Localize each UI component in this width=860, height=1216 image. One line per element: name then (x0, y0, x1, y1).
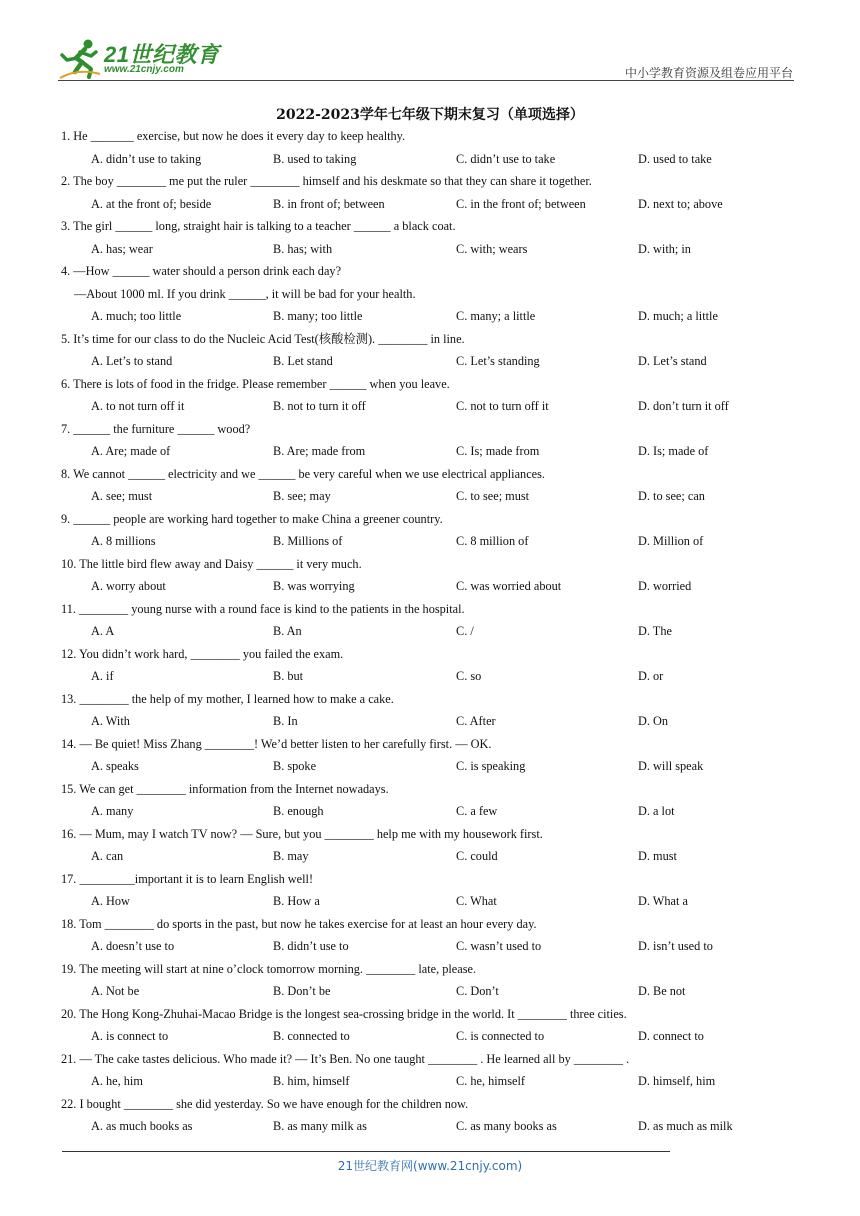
question-item (0, 125, 860, 170)
question-stem-line2: —About 1000 ml. If you drink ______, it will be bad for your health. (74, 286, 416, 301)
question-stem: 18. Tom ________ do sports in the past, but now he takes exercise for at least an hour every day. (61, 916, 537, 931)
question-stem: 20. The Hong Kong-Zhuhai-Macao Bridge is the longest sea-crossing bridge in the world. It ________ three cities. (61, 1006, 627, 1021)
answer-option[interactable]: D. to see; can (638, 489, 705, 503)
option-row (0, 665, 860, 688)
answer-option[interactable]: A. A (91, 624, 115, 638)
option-row (0, 1070, 860, 1093)
option-row (0, 890, 860, 913)
question-item (0, 463, 860, 508)
logo-text: 21世纪教育 (104, 42, 220, 67)
question-item (0, 328, 860, 373)
question-item (0, 553, 860, 598)
question-stem: 16. — Mum, may I watch TV now? — Sure, but you ________ help me with my housework first. (61, 826, 543, 841)
option-row (0, 755, 860, 778)
question-stem: 12. You didn’t work hard, ________ you failed the exam. (61, 646, 344, 661)
option-row (0, 620, 860, 643)
option-row (0, 845, 860, 868)
question-stem: 19. The meeting will start at nine o’clock tomorrow morning. ________ late, please. (61, 961, 477, 976)
answer-option[interactable]: B. him, himself (273, 1074, 350, 1088)
answer-option[interactable]: A. doesn’t use to (91, 939, 175, 953)
answer-option[interactable]: D. himself, him (638, 1074, 716, 1088)
answer-option[interactable]: C. so (456, 669, 482, 683)
question-stem: 11. ________ young nurse with a round face is kind to the patients in the hospital. (61, 601, 465, 616)
answer-option[interactable]: A. if (91, 669, 114, 683)
answer-option[interactable]: C. a few (456, 804, 498, 818)
answer-option[interactable]: A. can (91, 849, 124, 863)
answer-option[interactable]: D. What a (638, 894, 688, 908)
answer-option[interactable]: D. as much as milk (638, 1119, 733, 1133)
question-stem: 15. We can get ________ information from the Internet nowadays. (61, 781, 389, 796)
runner-icon (58, 38, 102, 80)
answer-option[interactable]: C. Let’s standing (456, 354, 540, 368)
question-stem: 8. We cannot ______ electricity and we ______ be very careful when we use electrical appliances. (61, 466, 545, 481)
answer-option[interactable]: B. didn’t use to (273, 939, 349, 953)
page-header (0, 0, 860, 90)
option-row (0, 530, 860, 553)
answer-option[interactable]: B. enough (273, 804, 324, 818)
answer-option[interactable]: A. didn’t use to taking (91, 151, 202, 166)
question-item (0, 868, 860, 913)
answer-option[interactable]: D. much; a little (638, 309, 718, 323)
option-row (0, 980, 860, 1003)
answer-option[interactable]: C. he, himself (456, 1074, 525, 1088)
answer-option[interactable]: A. How (91, 894, 130, 908)
question-stem: 14. — Be quiet! Miss Zhang ________! We’d better listen to her carefully first. — OK. (61, 736, 492, 751)
answer-option[interactable]: C. wasn’t used to (456, 939, 542, 953)
answer-option[interactable]: D. Let’s stand (638, 354, 707, 368)
answer-option[interactable]: B. but (273, 669, 304, 683)
answer-option[interactable]: B. In (273, 714, 298, 728)
question-stem: 2. The boy ________ me put the ruler ________ himself and his deskmate so that they can share it together. (61, 174, 592, 188)
answer-option[interactable]: C. with; wears (456, 241, 528, 256)
question-stem: 5. It’s time for our class to do the Nucleic Acid Test(核酸检测). ________ in line. (61, 331, 465, 346)
answer-option[interactable]: D. isn’t used to (638, 939, 713, 953)
answer-option[interactable]: B. has; with (273, 241, 333, 256)
page-title: 2022-2023学年七年级下期末复习（单项选择） (276, 107, 584, 123)
answer-option[interactable]: B. spoke (273, 759, 317, 773)
answer-option[interactable]: B. Don’t be (273, 984, 331, 998)
answer-option[interactable]: B. Are; made from (273, 444, 366, 458)
answer-option[interactable]: A. With (91, 714, 130, 728)
answer-option[interactable]: C. What (456, 894, 497, 908)
answer-option[interactable]: C. / (456, 624, 474, 638)
answer-option[interactable]: D. next to; above (638, 196, 723, 211)
answer-option[interactable]: C. didn’t use to take (456, 151, 556, 166)
answer-option[interactable]: A. many (91, 804, 134, 818)
answer-option[interactable]: B. was worrying (273, 579, 355, 593)
answer-option[interactable]: B. in front of; between (273, 196, 385, 211)
answer-option[interactable]: A. is connect to (91, 1029, 169, 1043)
answer-option[interactable]: B. connected to (273, 1029, 350, 1043)
answer-option[interactable]: A. see; must (91, 489, 153, 503)
question-list (0, 125, 860, 1138)
answer-option[interactable]: B. How a (273, 894, 320, 908)
answer-option[interactable]: A. speaks (91, 759, 139, 773)
answer-option[interactable]: C. could (456, 849, 498, 863)
answer-option[interactable]: C. not to turn off it (456, 399, 549, 413)
question-stem: 10. The little bird flew away and Daisy ______ it very much. (61, 556, 362, 571)
answer-option[interactable]: B. many; too little (273, 309, 363, 323)
answer-option[interactable]: B. may (273, 849, 309, 863)
answer-option[interactable]: A. he, him (91, 1074, 143, 1088)
answer-option[interactable]: A. much; too little (91, 309, 182, 323)
answer-option[interactable]: D. connect to (638, 1029, 704, 1043)
answer-option[interactable]: A. has; wear (91, 241, 153, 256)
question-item (0, 508, 860, 553)
question-stem: 13. ________ the help of my mother, I learned how to make a cake. (61, 691, 394, 706)
question-stem: 7. ______ the furniture ______ wood? (61, 421, 251, 436)
answer-option[interactable]: C. After (456, 714, 496, 728)
option-row (0, 710, 860, 733)
option-row (0, 800, 860, 823)
answer-option[interactable]: D. a lot (638, 804, 675, 818)
answer-option[interactable]: D. Be not (638, 984, 686, 998)
answer-option[interactable]: D. will speak (638, 759, 704, 773)
question-item (0, 598, 860, 643)
option-row (0, 1025, 860, 1048)
answer-option[interactable]: A. worry about (91, 579, 166, 593)
option-row (0, 440, 860, 463)
answer-option[interactable]: A. to not turn off it (91, 399, 185, 413)
question-stem: 1. He _______ exercise, but now he does it every day to keep healthy. (61, 129, 406, 143)
answer-option[interactable]: B. Let stand (273, 354, 333, 368)
answer-option[interactable]: C. 8 million of (456, 534, 529, 548)
header-divider (58, 80, 794, 81)
answer-option[interactable]: A. as much books as (91, 1119, 193, 1133)
answer-option[interactable]: C. Don’t (456, 984, 499, 998)
answer-option[interactable]: C. Is; made from (456, 444, 540, 458)
answer-option[interactable]: B. used to taking (273, 151, 357, 166)
question-item (0, 958, 860, 1003)
question-item (0, 733, 860, 778)
question-stem: 22. I bought ________ she did yesterday. So we have enough for the children now. (61, 1096, 469, 1111)
option-row (0, 395, 860, 418)
answer-option[interactable]: B. as many milk as (273, 1119, 367, 1133)
option-row (0, 485, 860, 508)
answer-option[interactable]: C. to see; must (456, 489, 530, 503)
answer-option[interactable]: C. was worried about (456, 579, 562, 593)
question-item (0, 1003, 860, 1048)
answer-option[interactable]: C. many; a little (456, 309, 536, 323)
answer-option[interactable]: D. used to take (638, 151, 712, 166)
footer-link[interactable]: 21世纪教育网(www.21cnjy.com) (337, 1159, 523, 1173)
question-item (0, 1093, 860, 1138)
question-item (0, 688, 860, 733)
answer-option[interactable]: B. Millions of (273, 534, 343, 548)
option-row (0, 238, 860, 261)
question-stem: 4. —How ______ water should a person drink each day? (61, 264, 342, 278)
site-logo[interactable] (58, 38, 228, 82)
question-item (0, 170, 860, 215)
question-item (0, 1048, 860, 1093)
answer-option[interactable]: D. must (638, 849, 677, 863)
question-stem: 6. There is lots of food in the fridge. Please remember ______ when you leave. (61, 376, 450, 391)
answer-option[interactable]: D. Is; made of (638, 444, 709, 458)
option-row (0, 575, 860, 598)
answer-option[interactable]: C. is speaking (456, 759, 526, 773)
question-stem: 9. ______ people are working hard together to make China a greener country. (61, 511, 443, 526)
question-stem: 17. _________important it is to learn English well! (61, 871, 314, 886)
answer-option[interactable]: D. On (638, 714, 669, 728)
answer-option[interactable]: D. The (638, 624, 672, 638)
option-row (0, 1115, 860, 1138)
answer-option[interactable]: A. Let’s to stand (91, 354, 173, 368)
answer-option[interactable]: D. don’t turn it off (638, 399, 729, 413)
answer-option[interactable]: D. or (638, 669, 664, 683)
answer-option[interactable]: A. Are; made of (91, 444, 171, 458)
option-row (0, 305, 860, 328)
answer-option[interactable]: B. not to turn it off (273, 399, 366, 413)
logo-url[interactable]: www.21cnjy.com (104, 64, 184, 75)
answer-option[interactable]: C. is connected to (456, 1029, 545, 1043)
answer-option[interactable]: D. with; in (638, 241, 691, 256)
question-item (0, 643, 860, 688)
answer-option[interactable]: C. as many books as (456, 1119, 557, 1133)
question-item (0, 215, 860, 260)
question-stem: 3. The girl ______ long, straight hair is talking to a teacher ______ a black coat. (61, 219, 456, 233)
platform-name: 中小学教育资源及组卷应用平台 (624, 66, 793, 80)
question-item (0, 373, 860, 418)
question-item (0, 260, 860, 328)
answer-option[interactable]: B. An (273, 624, 302, 638)
question-item (0, 823, 860, 868)
question-item (0, 418, 860, 463)
answer-option[interactable]: C. in the front of; between (456, 196, 586, 211)
answer-option[interactable]: B. see; may (273, 489, 331, 503)
answer-option[interactable]: D. worried (638, 579, 692, 593)
question-stem: 21. — The cake tastes delicious. Who made it? — It’s Ben. No one taught ________ . He learned all by ________ . (61, 1051, 630, 1066)
option-row (0, 935, 860, 958)
answer-option[interactable]: A. 8 millions (91, 534, 156, 548)
answer-option[interactable]: A. at the front of; beside (91, 196, 212, 211)
option-row (0, 350, 860, 373)
answer-option[interactable]: A. Not be (91, 984, 140, 998)
question-item (0, 778, 860, 823)
question-item (0, 913, 860, 958)
footer-divider (62, 1151, 670, 1152)
answer-option[interactable]: D. Million of (638, 534, 704, 548)
option-row (0, 148, 860, 171)
option-row (0, 193, 860, 216)
